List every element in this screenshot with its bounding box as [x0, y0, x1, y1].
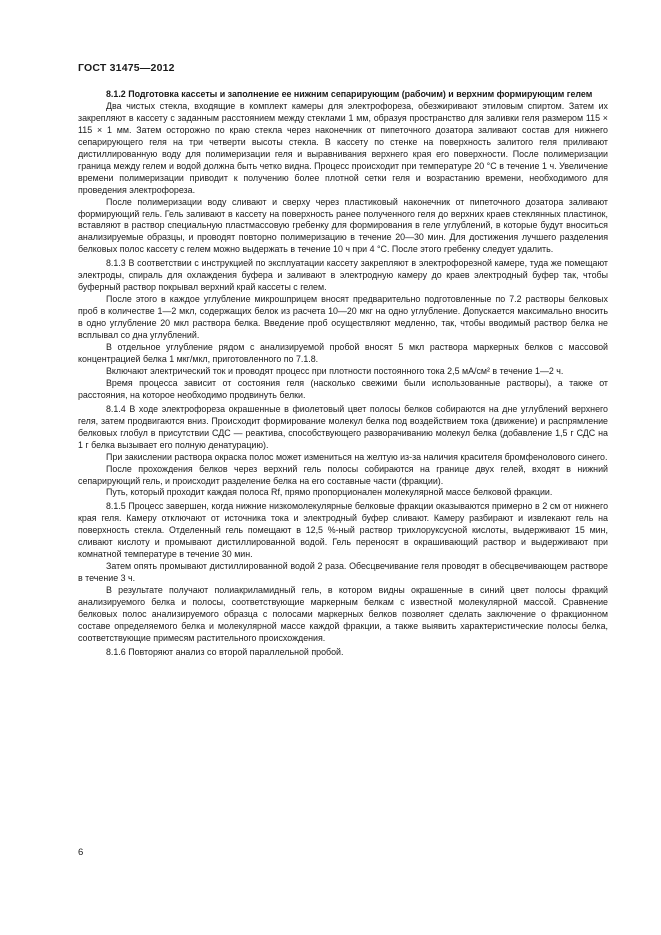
paragraph: После этого в каждое углубление микрошприцем вносят предварительно подготовленные по 7.2 растворы белковых проб в количестве 1—2 мкл, содержащих белок из расчета 10—20 мкг на одно углубление. Допускается максимально вносить в одно углубление 20 мкл раствора белка. Введение проб осуществляют медленно, так, чтобы вводимый раствор белка не всплывал со дна углублений. [78, 294, 608, 341]
paragraph: В отдельное углубление рядом с анализируемой пробой вносят 5 мкл раствора маркерных белков с массовой концентрацией белка 1 мкг/мкл, приготовленного по 7.1.8. [78, 342, 608, 364]
section-title: Подготовка кассеты и заполнение ее нижним сепарирующим (рабочим) и верхним формирующим гелем [128, 89, 593, 99]
paragraph: Включают электрический ток и проводят процесс при плотности постоянного тока 2,5 мА/см² в течение 1—2 ч. [106, 365, 564, 376]
paragraph: Затем опять промывают дистиллированной водой 2 раза. Обесцвечивание геля проводят в обесцвечивающем растворе в течение 3 ч. [78, 561, 608, 584]
section-8-1-6-lead [78, 647, 608, 659]
section-number: 8.1.4 [106, 403, 126, 414]
paragraph-lead: Процесс завершен, когда нижние низкомолекулярные белковые фракции оказываются примерно в 2 см от нижнего края геля. Камеру отключают от источника тока и электродный буфер сливают. Камеру разбирают и извлекают гель на поверхность стекла. Отделенный гель помещают в 12,5 %-ный раствор трихлоруксусной кислоты, выдерживают 15 мин, сливают кислоту и промывают дистиллированной водой. Гель переносят в окрашивающий раствор и выдерживают при комнатной температуре в течение 30 мин. [78, 501, 609, 560]
section-number: 8.1.6 [106, 646, 126, 657]
paragraph-lead: В соответствии с инструкцией по эксплуатации кассету закрепляют в электрофорезной камере, туда же помещают электроды, спираль для охлаждения буфера и заливают в электродную камеру до краев электродный буфер так, чтобы буферный раствор покрывал верхний край кассеты с гелем. [78, 258, 608, 293]
section-8-1-5-lead [78, 501, 608, 561]
paragraph: Два чистых стекла, входящие в комплект камеры для электрофореза, обезжиривают этиловым спиртом. Затем их закрепляют в кассету с заданным расстоянием между стеклами 1 мм, образуя пространство для заливки геля размером 115 × 115 × 1 мм. Затем осторожно по краю стекла через наконечник от пипеточного дозатора заливают состав для нижнего сепарирующего геля на три четверти высоты стекла. В кассету по стенке на поверхность залитого геля приливают дистиллированную воду для полимеризации геля и выравнивания верхнего края его поверхности. После полимеризации граница между гелем и водой должна быть четко видна. Процесс происходит при температуре 20 °С в течение 1 ч. Увеличение времени полимеризации приводит к получению более плотной сетки геля и возрастанию времени, необходимого для проведения электрофореза. [78, 100, 608, 195]
paragraph: Время процесса зависит от состояния геля (насколько свежими были использованные растворы), а также от расстояния, на которое необходимо продвинуть белки. [78, 377, 608, 400]
paragraph: После полимеризации воду сливают и сверху через пластиковый наконечник от пипеточного дозатора заливают формирующий гель. Гель заливают в кассету на поверхность ранее полученного геля до верхних краев стеклянных пластинок, вставляют в раствор специальную пластмассовую гребенку для формирования в геле углублений, в которые будут вноситься анализируемые образцы, и проводят повторно полимеризацию в течение 20—30 мин. Для достижения лучшего разделения белковых полос кассету с гелем можно выдержать в течение 10 ч при 4 °С. После этого гребенку следует удалить. [78, 196, 608, 255]
doc-code-header: ГОСТ 31475—2012 [78, 62, 175, 74]
section-8-1-4-lead [78, 404, 608, 452]
paragraph-lead: В ходе электрофореза окрашенные в фиолетовый цвет полосы белков собираются на дне углублений верхнего геля, затем продвигаются вниз. Происходит формирование молекул белка под воздействием тока (движение) и распрямление белковых глобул в присутствии СДС — реактива, способствующего разворачиванию молекул белка (добавление 1,5 г СДС на 1 г белка вызывает его полную денатурацию). [78, 403, 608, 450]
section-heading-8-1-2 [78, 89, 608, 101]
section-8-1-3-lead [78, 258, 608, 294]
section-number: 8.1.5 [106, 501, 126, 512]
paragraph: В результате получают полиакриламидный гель, в котором видны окрашенные в синий цвет полосы фракций анализируемого белка и полосы, соответствующие маркерным белкам с известной молекулярной массой. Сравнение белковых полос анализируемого образца с полосами маркерных белков позволяет сделать заключение о фракционном составе определяемого белка и молекулярной массе каждой фракции, а также выявить характеристические полосы белка, соответствующие примесям растительного происхождения. [78, 585, 608, 643]
paragraph: При закислении раствора окраска полос может измениться на желтую из-за наличия красителя бромфенолового синего. [106, 451, 608, 462]
paragraph-lead: Повторяют анализ со второй параллельной пробой. [128, 646, 344, 657]
section-number: 8.1.2 [106, 89, 126, 99]
document-body [78, 87, 608, 659]
section-number: 8.1.3 [106, 258, 126, 269]
page-number: 6 [78, 847, 84, 858]
paragraph: После прохождения белков через верхний гель полосы собираются на границе двух гелей, входят в нижний сепарирующий гель, и происходит разделение белка на его составные части (фракции). [78, 463, 608, 486]
paragraph: Путь, который проходит каждая полоса Rf, прямо пропорционален молекулярной массе белковой фракции. [106, 487, 553, 498]
